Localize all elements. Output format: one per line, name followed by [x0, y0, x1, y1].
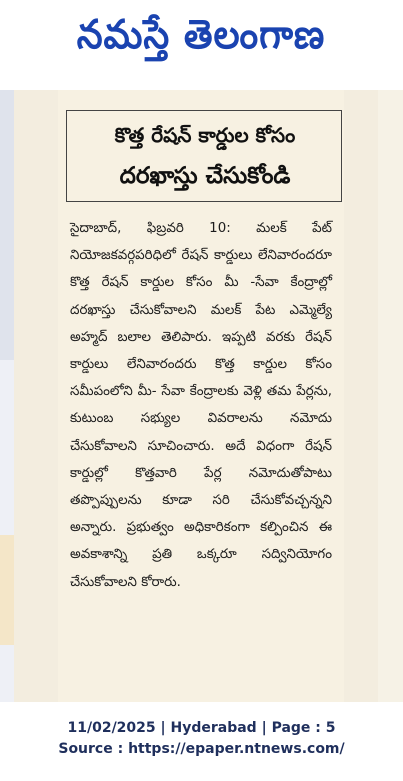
- headline-box: [66, 110, 342, 202]
- newspaper-title: నమస్తే తెలంగాణ: [77, 12, 326, 58]
- adjacent-photo-fragment-lower: [0, 535, 14, 645]
- footer-source: Source : https://epaper.ntnews.com/: [58, 741, 345, 757]
- article-body: సైదాబాద్, ఫిబ్రవరి 10: మలక్ పేట్ నియోజకవర్గపరిధిలో రేషన్ కార్డులు లేనివారందరూ కొత్త రేషన్ కార్డుల కోసం మీ -సేవా కేంద్రాల్లో దరఖాస్తు చేసుకోవాలని మలక్ పేట ఎమ్మెల్యే అహ్మద్ బలాల తెలిపారు. ఇప్పటి వరకు రేషన్ కార్డులు లేనివారందరు కొత్త కార్డుల కోసం సమీపంలోని మీ- సేవా కేంద్రాలకు వెళ్లి తమ పేర్లను, కుటుంబ సభ్యుల వివరాలను నమోదు చేసుకోవాలని సూచించారు. అదే విధంగా రేషన్ కార్డుల్లో కొత్తవారి పేర్ల నమోదుతోపాటు తప్పొప్పులను కూడా సరి చేసుకోవచ్చన్నని అన్నారు. ప్రభుత్వం అధికారికంగా కల్పించిన ఈ అవకాశాన్ని ప్రతి ఒక్కరూ సద్వినియోగం చేసుకోవాలని కోరారు.: [70, 221, 332, 590]
- headline-line-1: కొత్త రేషన్ కార్డుల కోసం: [114, 123, 296, 147]
- headline-line-2: దరఖాస్తు చేసుకోండి: [119, 163, 291, 189]
- adjacent-column-left: [0, 90, 14, 702]
- adjacent-column-right: [378, 90, 403, 702]
- article: [58, 90, 344, 702]
- news-clipping: [0, 90, 403, 702]
- footer-date-edition: 11/02/2025 | Hyderabad | Page : 5: [67, 720, 336, 736]
- adjacent-photo-fragment: [0, 90, 14, 360]
- masthead: [0, 0, 403, 80]
